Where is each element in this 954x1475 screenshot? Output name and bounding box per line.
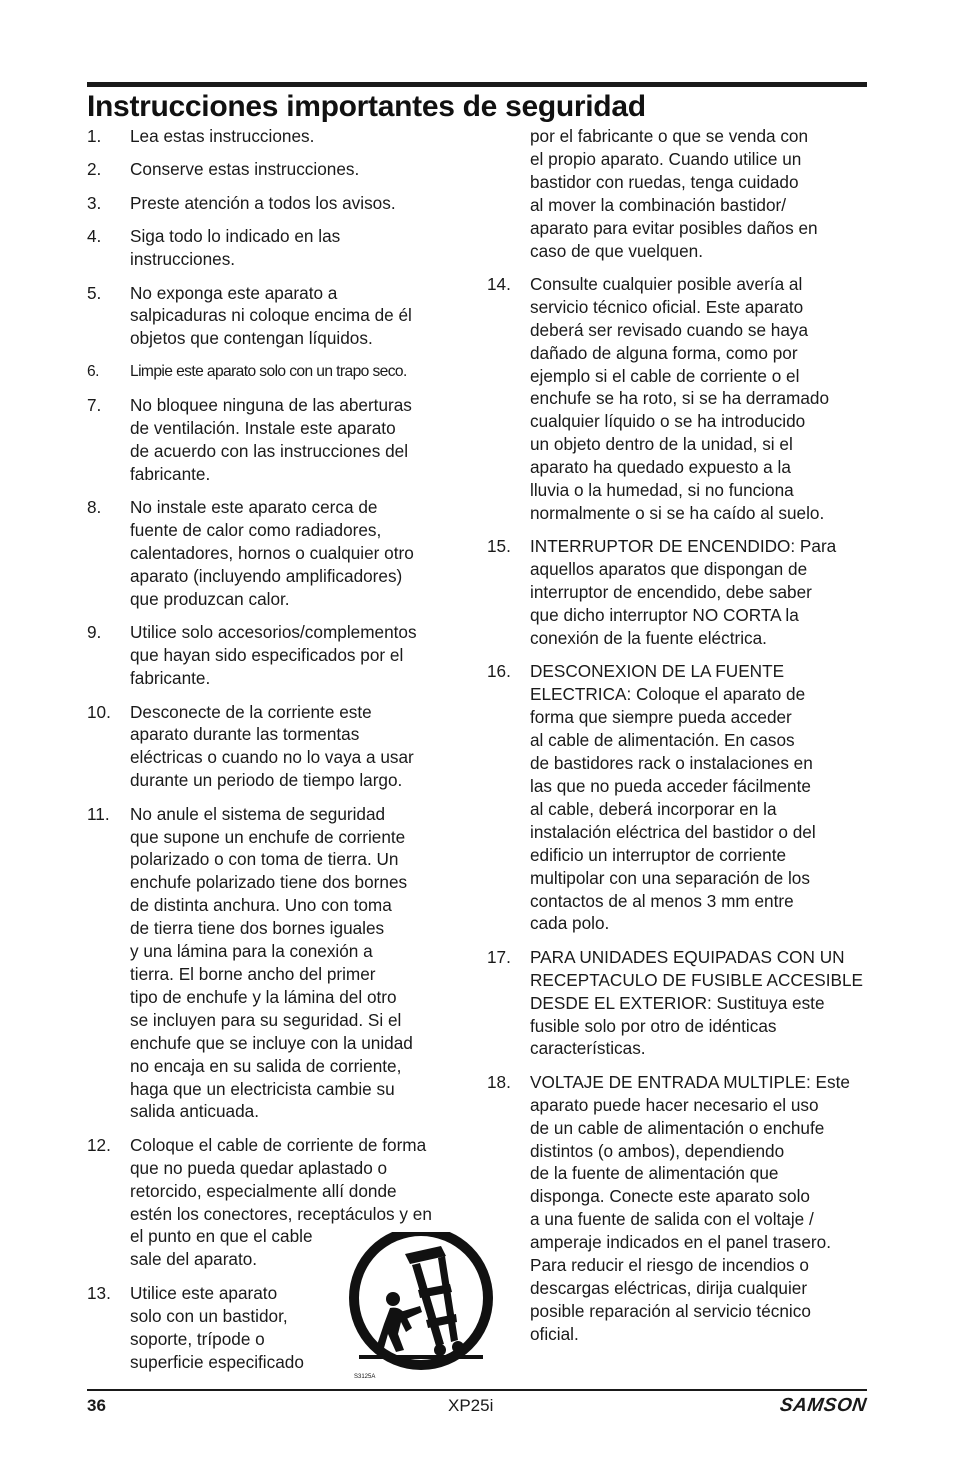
item-text: Coloque el cable de corriente de forma que no pueda quedar aplastado o retorcido, especialmente allí donde estén los conectores, receptáculos y en el punto en que el cable sale del aparato. (130, 1134, 432, 1270)
item-number: 5. (87, 282, 102, 303)
safety-item (487, 273, 872, 525)
safety-item (487, 1071, 872, 1346)
item-text: DESCONEXION DE LA FUENTE ELECTRICA: Coloque el aparato de forma que siempre pueda acceder al cable de alimentación. En casos de bastidores rack o instalaciones en las que no pueda acceder fácilmente al cable, deberá incorporar en la instalación eléctrica del bastidor o del edificio un interruptor de corriente multipolar con una separación de los contactos de al menos 3 mm entre cada polo. (530, 661, 816, 934)
safety-item (87, 282, 467, 351)
item-text: No exponga este aparato a salpicaduras ni coloque encima de él objetos que contengan líquidos. (130, 282, 412, 349)
item-text: No anule el sistema de seguridad que supone un enchufe de corriente polarizado o con toma de tierra. Un enchufe polarizado tiene dos bornes de distinta anchura. Uno con toma de tierra tiene dos bornes iguales y una lámina para la conexión a tierra. El borne ancho del primer tipo de enchufe y la lámina del otro se incluyen para su seguridad. Si el enchufe que se incluye con la unidad no encaja en su salida de corriente, haga que un electricista cambie su salida anticuada. (130, 803, 413, 1122)
safety-item (87, 192, 467, 215)
item-number: 3. (87, 192, 102, 213)
safety-item (487, 660, 872, 935)
left-column (87, 125, 467, 1384)
item-number: 13. (87, 1282, 111, 1303)
pictogram-code: S3125A (354, 1374, 376, 1380)
bottom-rule (87, 1389, 867, 1391)
item-number: 11. (87, 803, 110, 824)
item-number: 8. (87, 497, 102, 518)
item-number: 4. (87, 226, 102, 247)
item-text: No bloquee ninguna de las aberturas de ventilación. Instale este aparato de acuerdo con las instrucciones del fabricante. (130, 395, 412, 484)
item-number: 6. (87, 362, 99, 380)
safety-item (487, 946, 872, 1061)
safety-item (487, 535, 872, 650)
item-text: Lea estas instrucciones. (130, 126, 315, 146)
item-text: Desconecte de la corriente este aparato durante las tormentas eléctricas o cuando no lo vaya a usar durante un periodo de tiempo largo. (130, 701, 414, 791)
safety-item (87, 225, 467, 271)
item-number: 18. (487, 1071, 511, 1092)
item-number: 10. (87, 701, 111, 722)
item-number: 12. (87, 1134, 111, 1155)
item-text: PARA UNIDADES EQUIPADAS CON UN RECEPTACULO DE FUSIBLE ACCESIBLE DESDE EL EXTERIOR: Sustituya este fusible solo por otro de idénticas características. (530, 946, 864, 1059)
safety-item (87, 158, 467, 181)
page-number: 36 (87, 1396, 106, 1415)
safety-item (87, 701, 467, 793)
item-number: 16. (487, 661, 511, 682)
item-number: 14. (487, 273, 511, 294)
item-number: 2. (87, 159, 102, 180)
safety-item (87, 621, 467, 690)
item-number: 1. (87, 126, 102, 146)
item-text: Utilice este aparato solo con un bastidor, soporte, trípode o superficie especificado (130, 1282, 304, 1372)
item-number: 9. (87, 622, 102, 643)
safety-item (87, 361, 467, 384)
model-name: XP25i (448, 1396, 494, 1415)
page-title: Instrucciones importantes de seguridad (87, 90, 646, 123)
safety-item (87, 496, 467, 611)
item-text: VOLTAJE DE ENTRADA MULTIPLE: Este aparato puede hacer necesario el uso de un cable de alimentación o enchufe distintos (o ambos), dependiendo de la fuente de alimentación que disponga. Conecte este aparato solo a una fuente de salida con el voltaje / amperaje indicados en el panel trasero. Para reducir el riesgo de incendios o descargas eléctricas, dirija cualquier posible reparación al servicio técnico oficial. (530, 1071, 850, 1344)
item-text: Siga todo lo indicado en las instrucciones. (130, 226, 341, 270)
item-text: Preste atención a todos los avisos. (130, 192, 396, 213)
safety-item (87, 803, 467, 1124)
item-text: Conserve estas instrucciones. (130, 159, 360, 180)
item-text: Limpie este aparato solo con un trapo seco. (130, 362, 407, 380)
item-text: Utilice solo accesorios/complementos que hayan sido especificados por el fabricante. (130, 622, 417, 689)
safety-item (87, 125, 467, 148)
item-text: Consulte cualquier posible avería al servicio técnico oficial. Este aparato deberá ser revisado cuando se haya dañado de alguna forma, como por ejemplo si el cable de corriente o el enchufe se ha roto, si se ha derramado cualquier líquido o se ha introducido un objeto dentro de la unidad, si el aparato ha quedado expuesto a la lluvia o la humedad, si no funciona normalmente o si se ha caído al suelo. (530, 273, 830, 523)
brand-logo: SAMSON (778, 1395, 868, 1416)
item-13-continuation (487, 125, 872, 262)
item-number: 15. (487, 536, 511, 557)
safety-item (87, 394, 467, 486)
item-text: por el fabricante o que se venda con el propio aparato. Cuando utilice un bastidor con ruedas, tenga cuidado al mover la combinación bastidor/ aparato para evitar posibles daños en caso de que vuelquen. (530, 126, 818, 261)
cart-tip-over-warning-icon (346, 1232, 496, 1382)
item-text: No instale este aparato cerca de fuente de calor como radiadores, calentadores, hornos o cualquier otro aparato (incluyendo amplificadores) que produzcan calor. (130, 497, 414, 609)
item-text: INTERRUPTOR DE ENCENDIDO: Para aquellos aparatos que dispongan de interruptor de encendido, debe saber que dicho interruptor NO CORTA la conexión de la fuente eléctrica. (530, 536, 837, 649)
item-number: 7. (87, 395, 102, 416)
right-column (487, 125, 872, 1356)
item-number: 17. (487, 946, 511, 967)
top-rule (87, 82, 867, 87)
